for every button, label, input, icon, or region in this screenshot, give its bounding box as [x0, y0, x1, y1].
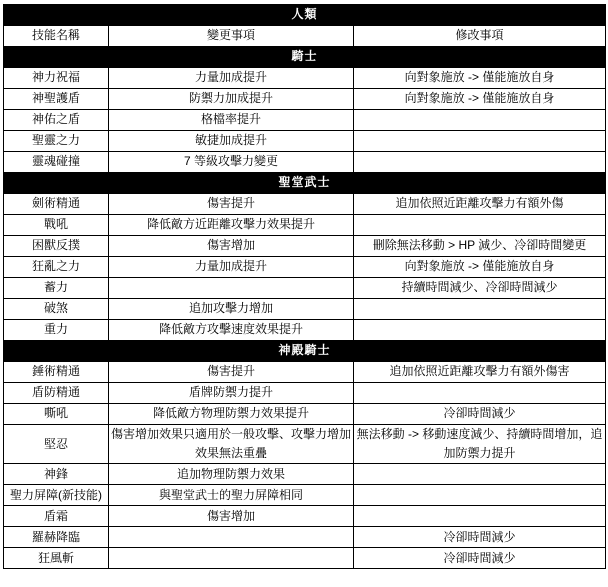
change-detail: 傷害提升 [109, 194, 354, 215]
change-detail: 力量加成提升 [109, 68, 354, 89]
skill-name: 神佑之盾 [4, 110, 109, 131]
change-detail: 追加物理防禦力效果 [109, 464, 354, 485]
table-row [4, 506, 606, 527]
modify-detail: 追加依照近距離攻擊力有額外傷害 [354, 362, 606, 383]
column-header-change: 變更事項 [109, 26, 354, 47]
skill-name: 狂風斬 [4, 548, 109, 569]
section-header-row [4, 341, 606, 362]
table-row [4, 89, 606, 110]
skill-name: 戰吼 [4, 215, 109, 236]
section-header: 神殿騎士 [4, 341, 606, 362]
column-header-row [4, 26, 606, 47]
skill-name: 錘術精通 [4, 362, 109, 383]
modify-detail: 持續時間減少、冷卻時間減少 [354, 278, 606, 299]
table-row [4, 278, 606, 299]
change-detail [109, 548, 354, 569]
modify-detail [354, 131, 606, 152]
change-detail: 與聖堂武士的聖力屏障相同 [109, 485, 354, 506]
modify-detail: 冷卻時間減少 [354, 527, 606, 548]
column-header-modify: 修改事項 [354, 26, 606, 47]
skill-name: 盾防精通 [4, 383, 109, 404]
table-row [4, 485, 606, 506]
modify-detail [354, 464, 606, 485]
table-row [4, 548, 606, 569]
change-detail: 傷害增加效果只適用於一般攻擊、攻擊力增加效果無法重疊 [109, 425, 354, 464]
change-detail: 力量加成提升 [109, 257, 354, 278]
table-row [4, 194, 606, 215]
table-row [4, 215, 606, 236]
change-detail: 防禦力加成提升 [109, 89, 354, 110]
change-detail: 格檔率提升 [109, 110, 354, 131]
change-detail: 追加攻擊力增加 [109, 299, 354, 320]
race-header: 人類 [4, 5, 606, 26]
skill-name: 靈魂碰撞 [4, 152, 109, 173]
modify-detail: 刪除無法移動 > HP 減少、冷卻時間變更 [354, 236, 606, 257]
section-header-row [4, 47, 606, 68]
modify-detail: 無法移動 -> 移動速度減少、持續時間增加，追加防禦力提升 [354, 425, 606, 464]
skill-name: 盾霜 [4, 506, 109, 527]
table-row [4, 404, 606, 425]
change-detail [109, 278, 354, 299]
skill-name: 堅忍 [4, 425, 109, 464]
column-header-skill-name: 技能名稱 [4, 26, 109, 47]
change-detail [109, 527, 354, 548]
modify-detail [354, 485, 606, 506]
table-row [4, 299, 606, 320]
skill-name: 重力 [4, 320, 109, 341]
table-row [4, 362, 606, 383]
table-row [4, 464, 606, 485]
modify-detail: 冷卻時間減少 [354, 548, 606, 569]
modify-detail [354, 110, 606, 131]
skill-name: 聖靈之力 [4, 131, 109, 152]
change-detail: 降低敵方近距離攻擊力效果提升 [109, 215, 354, 236]
skill-name: 神力祝福 [4, 68, 109, 89]
modify-detail [354, 152, 606, 173]
table-row [4, 236, 606, 257]
modify-detail: 追加依照近距離攻擊力有額外傷 [354, 194, 606, 215]
change-detail: 盾牌防禦力提升 [109, 383, 354, 404]
table-row [4, 152, 606, 173]
table-row [4, 383, 606, 404]
skill-name: 羅赫降臨 [4, 527, 109, 548]
change-detail: 降低敵方攻擊速度效果提升 [109, 320, 354, 341]
table-row [4, 320, 606, 341]
modify-detail [354, 299, 606, 320]
skill-change-table [3, 4, 606, 569]
modify-detail: 向對象施放 -> 僅能施放自身 [354, 89, 606, 110]
section-header: 騎士 [4, 47, 606, 68]
change-detail: 傷害增加 [109, 236, 354, 257]
skill-name: 神鋒 [4, 464, 109, 485]
modify-detail: 向對象施放 -> 僅能施放自身 [354, 68, 606, 89]
change-detail: 7 等級攻擊力變更 [109, 152, 354, 173]
skill-name: 狂亂之力 [4, 257, 109, 278]
table-row [4, 527, 606, 548]
table-row [4, 68, 606, 89]
modify-detail: 冷卻時間減少 [354, 404, 606, 425]
skill-name: 劍術精通 [4, 194, 109, 215]
change-detail: 傷害增加 [109, 506, 354, 527]
section-header-row [4, 173, 606, 194]
modify-detail [354, 320, 606, 341]
skill-name: 蓄力 [4, 278, 109, 299]
modify-detail: 向對象施放 -> 僅能施放自身 [354, 257, 606, 278]
skill-name: 神聖護盾 [4, 89, 109, 110]
table-row [4, 257, 606, 278]
skill-name: 聖力屏障(新技能) [4, 485, 109, 506]
modify-detail [354, 215, 606, 236]
section-header: 聖堂武士 [4, 173, 606, 194]
table-row [4, 110, 606, 131]
change-detail: 降低敵方物理防禦力效果提升 [109, 404, 354, 425]
modify-detail [354, 383, 606, 404]
skill-name: 破煞 [4, 299, 109, 320]
change-detail: 傷害提升 [109, 362, 354, 383]
race-header-row [4, 5, 606, 26]
modify-detail [354, 506, 606, 527]
skill-name: 困獸反撲 [4, 236, 109, 257]
skill-name: 嘶吼 [4, 404, 109, 425]
table-row [4, 425, 606, 464]
table-row [4, 131, 606, 152]
change-detail: 敏捷加成提升 [109, 131, 354, 152]
